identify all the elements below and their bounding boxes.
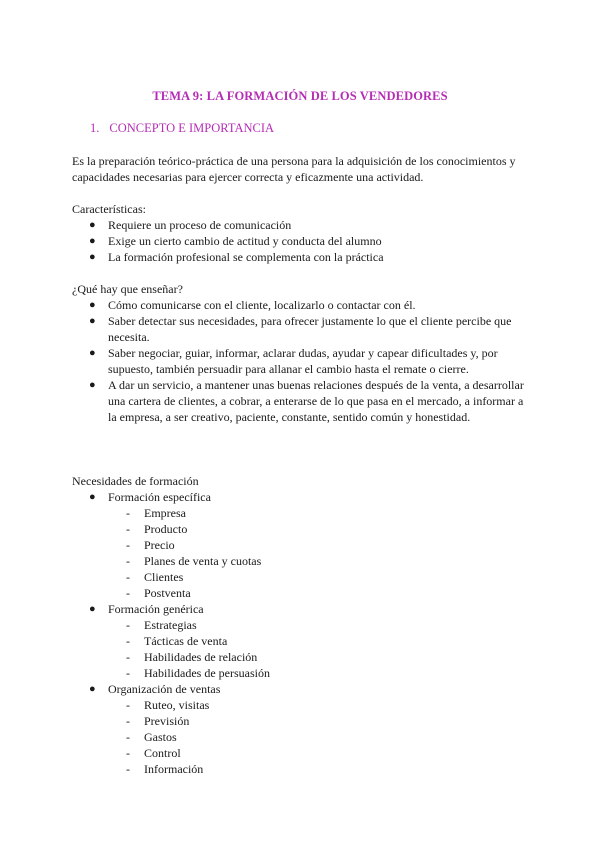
group-label: Formación específica xyxy=(108,490,211,504)
sub-list-item: - Postventa xyxy=(126,586,191,600)
sub-list-item: - Precio xyxy=(126,538,175,552)
bullet-icon: ● xyxy=(89,315,96,327)
sub-list-item: - Estrategias xyxy=(126,618,197,632)
list-item: ● La formación profesional se complementa con la práctica xyxy=(89,250,384,264)
dash-icon: - xyxy=(126,538,130,552)
sub-list-item: - Habilidades de relación xyxy=(126,650,258,664)
bullet-icon: ● xyxy=(89,219,96,231)
sub-list xyxy=(108,697,532,777)
sub-list-item: - Información xyxy=(126,762,204,776)
section-label: CONCEPTO E IMPORTANCIA xyxy=(109,121,275,135)
sub-list-item: - Habilidades de persuasión xyxy=(126,666,270,680)
dash-icon: - xyxy=(126,586,130,600)
dash-icon: - xyxy=(126,666,130,680)
dash-icon: - xyxy=(126,650,130,664)
dash-icon: - xyxy=(126,746,130,760)
sub-list xyxy=(108,505,532,601)
dash-icon: - xyxy=(126,698,130,712)
what-to-teach-list xyxy=(72,297,532,425)
bullet-icon: ● xyxy=(89,251,96,263)
bullet-icon: ● xyxy=(89,379,96,391)
section-number: 1. xyxy=(90,121,100,135)
sub-list-item: - Empresa xyxy=(126,506,186,520)
sub-list-item: - Previsión xyxy=(126,714,190,728)
characteristics-list xyxy=(72,217,532,265)
group-label: Formación genérica xyxy=(108,602,204,616)
list-item xyxy=(72,681,532,777)
sub-list-item: - Ruteo, visitas xyxy=(126,698,210,712)
dash-icon: - xyxy=(126,618,130,632)
sub-list-item: - Control xyxy=(126,746,181,760)
section-heading xyxy=(90,121,274,136)
bullet-icon: ● xyxy=(89,491,96,503)
list-item xyxy=(72,601,532,681)
dash-icon: - xyxy=(126,730,130,744)
training-needs-label: Necesidades de formación xyxy=(72,474,199,488)
what-to-teach-label: ¿Qué hay que enseñar? xyxy=(72,282,183,296)
bullet-icon: ● xyxy=(89,299,96,311)
training-needs-list xyxy=(72,489,532,777)
definition-paragraph: Es la preparación teórico-práctica de una persona para la adquisición de los conocimientos y capacidades necesarias para ejercer correcta y eficazmente una actividad. xyxy=(72,154,516,184)
characteristics-label: Características: xyxy=(72,202,146,216)
document-title: TEMA 9: LA FORMACIÓN DE LOS VENDEDORES xyxy=(152,89,448,103)
dash-icon: - xyxy=(126,506,130,520)
dash-icon: - xyxy=(126,554,130,568)
dash-icon: - xyxy=(126,714,130,728)
sub-list-item: - Clientes xyxy=(126,570,184,584)
list-item: ● A dar un servicio, a mantener unas buenas relaciones después de la venta, a desarrollar una cartera de clientes, a cobrar, a enterarse de lo que pasa en el mercado, a informar a la empresa, a ser creativo, paciente, constante, sentido común y honestidad. xyxy=(89,378,524,424)
list-item: ● Cómo comunicarse con el cliente, localizarlo o contactar con él. xyxy=(89,298,416,312)
bullet-icon: ● xyxy=(89,235,96,247)
bullet-icon: ● xyxy=(89,603,96,615)
list-item: ● Saber negociar, guiar, informar, aclarar dudas, ayudar y capear dificultades y, por supuesto, también persuadir para allanar el cambio hasta el remate o cierre. xyxy=(89,346,498,376)
bullet-icon: ● xyxy=(89,683,96,695)
sub-list-item: - Tácticas de venta xyxy=(126,634,228,648)
list-item xyxy=(72,489,532,601)
list-item: ● Exige un cierto cambio de actitud y conducta del alumno xyxy=(89,234,382,248)
sub-list-item: - Planes de venta y cuotas xyxy=(126,554,262,568)
list-item: ● Requiere un proceso de comunicación xyxy=(89,218,292,232)
sub-list-item: - Gastos xyxy=(126,730,177,744)
list-item: ● Saber detectar sus necesidades, para ofrecer justamente lo que el cliente percibe que necesita. xyxy=(89,314,512,344)
bullet-icon: ● xyxy=(89,347,96,359)
sub-list-item: - Producto xyxy=(126,522,188,536)
sub-list xyxy=(108,617,532,681)
dash-icon: - xyxy=(126,762,130,776)
group-label: Organización de ventas xyxy=(108,682,221,696)
dash-icon: - xyxy=(126,522,130,536)
dash-icon: - xyxy=(126,634,130,648)
dash-icon: - xyxy=(126,570,130,584)
